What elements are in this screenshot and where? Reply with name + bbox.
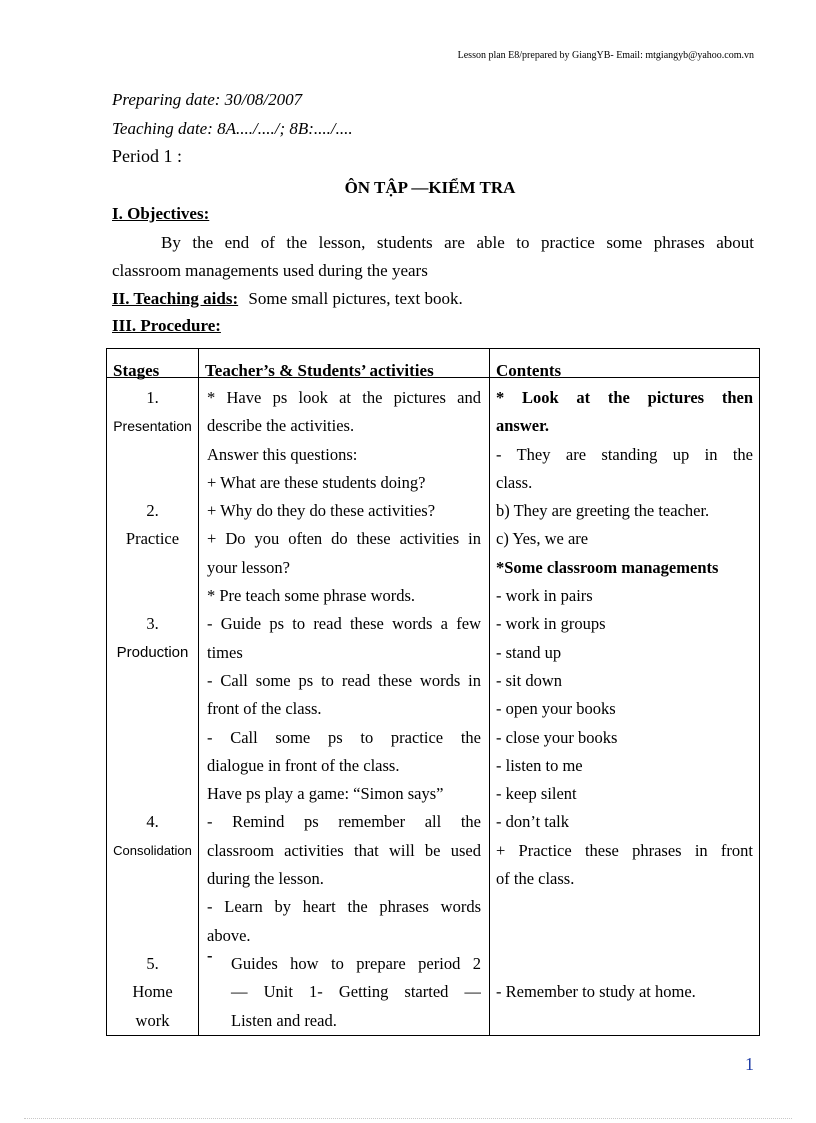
content-line: - close your books [496, 727, 618, 747]
activity-line: Have ps play a game: “Simon says” [207, 784, 444, 804]
stage-1-name: Presentation [113, 418, 192, 435]
stage-4-number: 4. [146, 812, 159, 832]
content-line: - work in pairs [496, 586, 593, 606]
stage-2-name: Practice [125, 529, 180, 549]
activity-line: during the lesson. [207, 869, 324, 889]
activities-column [199, 378, 490, 1036]
stage-4-name: Consolidation [113, 842, 192, 858]
page-number: 1 [745, 1054, 754, 1074]
content-line: of the class. [496, 869, 575, 889]
activity-line: dialogue in front of the class. [207, 755, 400, 775]
bullet-icon: - [207, 945, 213, 965]
procedure-table [106, 348, 760, 1036]
teaching-date: Teaching date: 8A..../..../; 8B:..../.... [112, 119, 353, 138]
teaching-aids [112, 289, 463, 309]
teaching-aids-text: Some small pictures, text book. [248, 289, 463, 308]
table-body-row [107, 378, 760, 1036]
activity-line: - Call some ps to practice the [207, 727, 481, 747]
activity-line: Answer this questions: [207, 444, 358, 464]
activity-line: + Why do they do these activities? [207, 501, 436, 521]
page-header: Lesson plan E8/prepared by GiangYB- Email: mtgiangyb@yahoo.com.vn [457, 50, 754, 61]
content-line: + Practice these phrases in front [496, 840, 753, 860]
stage-5-name-line2: work [135, 1010, 170, 1030]
stages-column [107, 378, 199, 1036]
content-line: - keep silent [496, 784, 577, 804]
activity-line: your lesson? [207, 557, 290, 577]
stage-3-number: 3. [146, 614, 159, 634]
table-header-row [107, 349, 760, 378]
header-contents: Contents [490, 349, 760, 378]
stage-2-number: 2. [146, 501, 159, 521]
activity-line: + What are these students doing? [207, 472, 426, 492]
activity-line: - Call some ps to read these words in [207, 670, 481, 690]
activity-line: front of the class. [207, 699, 322, 719]
content-line: *Some classroom managements [496, 557, 719, 577]
preparing-date: Preparing date: 30/08/2007 [112, 90, 303, 109]
content-line: - work in groups [496, 614, 606, 634]
stage-3-name: Production [116, 643, 189, 661]
activity-line: Listen and read. [231, 1010, 337, 1030]
activity-line: — Unit 1- Getting started — [231, 982, 481, 1002]
activity-line: - Learn by heart the phrases words [207, 897, 481, 917]
activity-line: * Pre teach some phrase words. [207, 586, 416, 606]
objectives-heading: I. Objectives: [112, 204, 210, 223]
content-line [496, 922, 753, 950]
content-line [496, 950, 753, 978]
stage-1-number: 1. [146, 388, 159, 407]
content-line [496, 1007, 753, 1035]
home-work-activity [207, 945, 481, 1035]
activity-line: describe the activities. [207, 416, 355, 436]
activity-line: + Do you often do these activities in [207, 529, 481, 549]
content-line: - Remember to study at home. [496, 982, 696, 1002]
activity-line: - Remind ps remember all the [207, 812, 481, 832]
activity-line: above. [207, 925, 251, 945]
activity-line: - Guide ps to read these words a few [207, 614, 481, 634]
activity-line: Guides how to prepare period 2 [231, 953, 481, 973]
header-stages: Stages [107, 349, 199, 378]
objectives-line-1: By the end of the lesson, students are able to practice some phrases about [161, 233, 754, 252]
header-activities: Teacher’s & Students’ activities [199, 349, 490, 378]
stage-5-number: 5. [146, 953, 159, 973]
period-label: Period 1 : [112, 146, 182, 166]
contents-column [490, 378, 760, 1036]
activity-line: times [207, 642, 243, 662]
content-line: - stand up [496, 642, 562, 662]
content-line [496, 893, 753, 921]
content-line: * Look at the pictures then [496, 388, 753, 407]
activity-line: * Have ps look at the pictures and [207, 388, 481, 407]
content-line: - don’t talk [496, 812, 570, 832]
content-line: - They are standing up in the [496, 444, 753, 464]
teaching-aids-heading: II. Teaching aids: [112, 289, 239, 308]
content-line: c) Yes, we are [496, 529, 589, 549]
activity-line: classroom activities that will be used [207, 840, 481, 860]
content-line: - listen to me [496, 755, 583, 775]
content-line: b) They are greeting the teacher. [496, 501, 710, 521]
stage-5-name-line1: Home [132, 982, 173, 1002]
procedure-heading: III. Procedure: [112, 316, 221, 335]
content-line: - open your books [496, 699, 616, 719]
content-line: answer. [496, 416, 550, 436]
content-line: class. [496, 472, 533, 492]
content-line: - sit down [496, 670, 562, 690]
objectives-line-2: classroom managements used during the years [112, 261, 428, 280]
page-bottom-border [24, 1118, 792, 1119]
lesson-title: ÔN TẬP —KIỂM TRA [344, 178, 516, 197]
